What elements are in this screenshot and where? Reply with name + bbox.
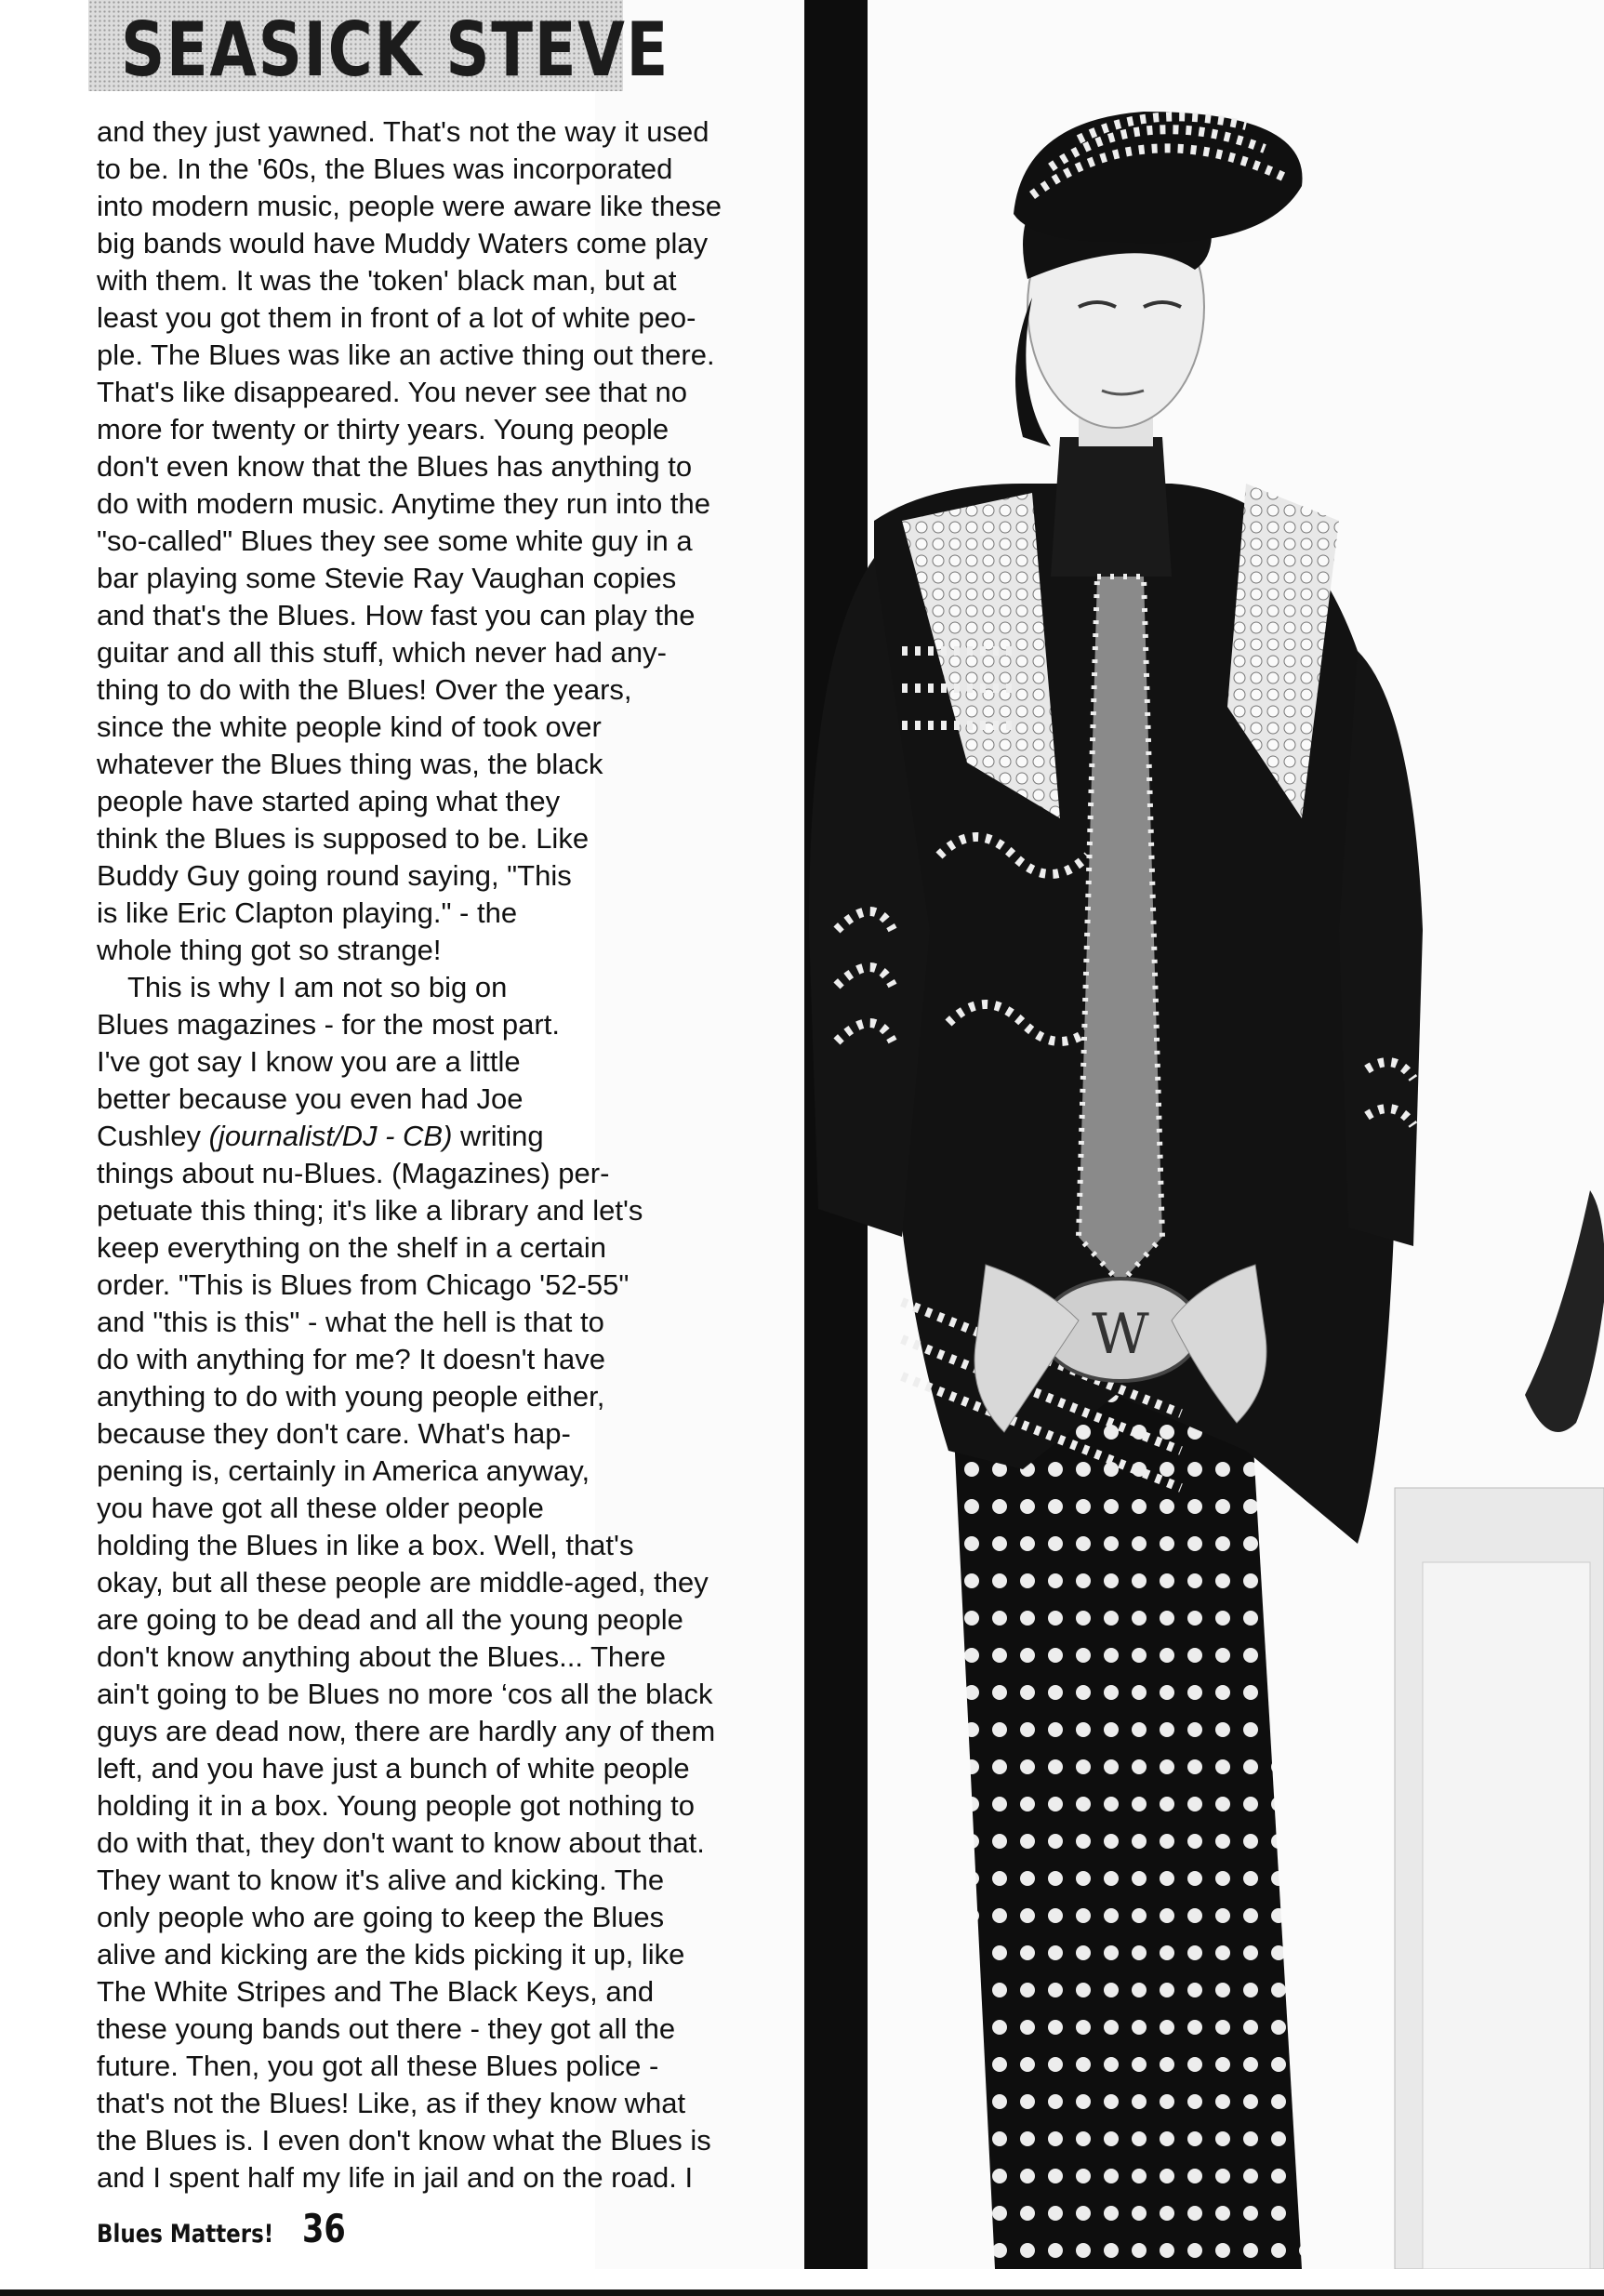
text-line: only people who are going to keep the Blues [97, 1901, 665, 1933]
text-line: don't know anything about the Blues... There [97, 1640, 666, 1673]
text-line: don't even know that the Blues has anything to [97, 450, 693, 483]
article-body [97, 113, 803, 2196]
page-number: 36 [302, 2206, 347, 2251]
magazine-name: Blues Matters! [97, 2220, 274, 2249]
page-title: SEASICK STEVE [121, 7, 670, 93]
text-line: keep everything on the shelf in a certain [97, 1231, 607, 1264]
text-line: and they just yawned. That's not the way it used [97, 115, 709, 148]
text-line: since the white people kind of took over [97, 710, 602, 743]
text-line: Buddy Guy going round saying, "This [97, 859, 572, 892]
text-line: guys are dead now, there are hardly any of them [97, 1715, 716, 1747]
text-line: people have started aping what they [97, 785, 561, 817]
text-line: into modern music, people were aware like these [97, 190, 722, 222]
text-line: That's like disappeared. You never see that no [97, 376, 687, 408]
text-line: that's not the Blues! Like, as if they know what [97, 2087, 686, 2119]
text-line: is like Eric Clapton playing." - the [97, 896, 518, 929]
text-line: you have got all these older people [97, 1492, 544, 1524]
text-line: ple. The Blues was like an active thing out there. [97, 338, 715, 371]
page-footer [97, 2206, 357, 2251]
svg-text:W: W [1092, 1302, 1149, 1367]
text-line: The White Stripes and The Black Keys, and [97, 1975, 655, 2008]
text-line: petuate this thing; it's like a library and let's [97, 1194, 643, 1227]
text-line: to be. In the '60s, the Blues was incorporated [97, 153, 673, 185]
text-line: do with that, they don't want to know about that. [97, 1826, 705, 1859]
text-line: better because you even had Joe [97, 1082, 524, 1115]
text-line: Blues magazines - for the most part. [97, 1008, 560, 1041]
text-line: the Blues is. I even don't know what the Blues is [97, 2124, 711, 2157]
text-line: and I spent half my life in jail and on the road. I [97, 2161, 694, 2194]
text-line: because they don't care. What's hap- [97, 1417, 571, 1450]
text-line: anything to do with young people either, [97, 1380, 605, 1413]
text-line: do with modern music. Anytime they run into the [97, 487, 710, 520]
text-line: alive and kicking are the kids picking it up, like [97, 1938, 685, 1971]
text-line: This is why I am not so big on [127, 971, 508, 1003]
text-line: holding it in a box. Young people got nothing to [97, 1789, 695, 1822]
text-line: bar playing some Stevie Ray Vaughan copies [97, 562, 677, 594]
text-line: these young bands out there - they got all the [97, 2012, 676, 2045]
editor-aside: (journalist/DJ - CB) [208, 1120, 453, 1152]
text-line: big bands would have Muddy Waters come play [97, 227, 709, 259]
text-line: with them. It was the 'token' black man, but at [97, 264, 677, 297]
text-line [97, 1118, 803, 1155]
text-line: They want to know it's alive and kicking. The [97, 1864, 665, 1896]
text-line: whatever the Blues thing was, the black [97, 748, 603, 780]
text-line: things about nu-Blues. (Magazines) per- [97, 1157, 610, 1189]
text-line: future. Then, you got all these Blues police - [97, 2050, 659, 2082]
text-segment: Cushley [97, 1120, 209, 1152]
paragraph-2-rest [97, 1155, 803, 2196]
text-line: order. "This is Blues from Chicago '52-55" [97, 1268, 630, 1301]
text-line: left, and you have just a bunch of white people [97, 1752, 690, 1785]
text-line: think the Blues is supposed to be. Like [97, 822, 590, 855]
text-line: okay, but all these people are middle-aged, they [97, 1566, 709, 1599]
text-line: do with anything for me? It doesn't have [97, 1343, 606, 1375]
bottom-rule [0, 2289, 1604, 2296]
text-line: I've got say I know you are a little [97, 1045, 521, 1078]
text-line: least you got them in front of a lot of white peo- [97, 301, 696, 334]
text-line: guitar and all this stuff, which never had any- [97, 636, 667, 669]
paragraph-1 [97, 113, 803, 969]
text-line: thing to do with the Blues! Over the years, [97, 673, 632, 706]
text-line: "so-called" Blues they see some white guy in a [97, 524, 693, 557]
text-line: pening is, certainly in America anyway, [97, 1454, 590, 1487]
text-line: ain't going to be Blues no more ‘cos all the black [97, 1678, 713, 1710]
text-line: whole thing got so strange! [97, 934, 442, 966]
text-line: more for twenty or thirty years. Young people [97, 413, 669, 445]
text-line: and "this is this" - what the hell is that to [97, 1306, 604, 1338]
paragraph-2 [97, 969, 803, 2196]
text-line: holding the Blues in like a box. Well, that's [97, 1529, 634, 1561]
text-line: and that's the Blues. How fast you can play the [97, 599, 696, 631]
text-segment: writing [452, 1120, 544, 1152]
text-line: are going to be dead and all the young people [97, 1603, 683, 1636]
